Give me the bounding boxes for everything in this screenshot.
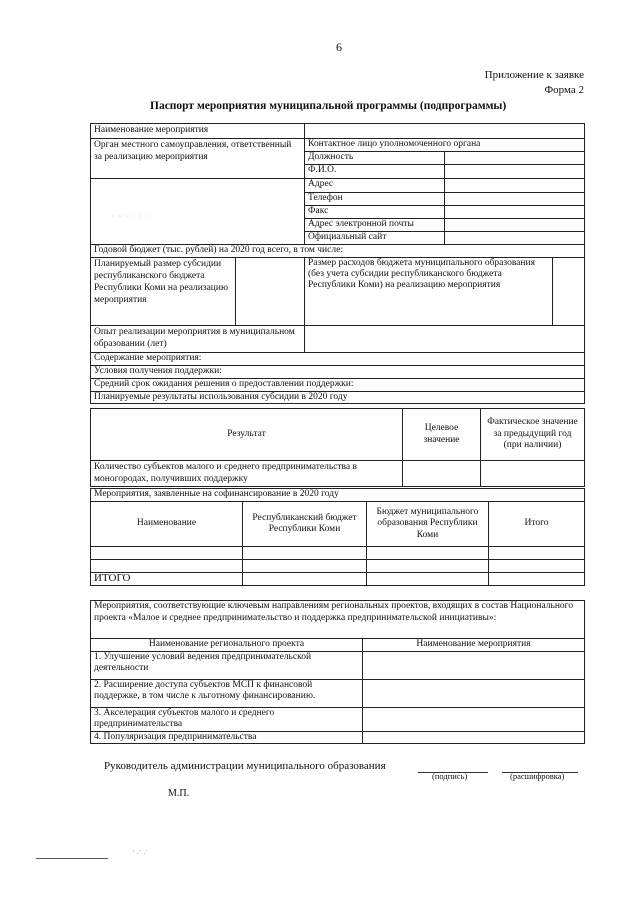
regional-project-row: 2. Расширение доступа субъектов МСП к финансовой поддержке, в том числе к льготному финансированию. — [91, 679, 363, 707]
regional-event-cell[interactable] — [363, 651, 585, 679]
cofinancing-title: Мероприятия, заявленные на софинансирование в 2020 году — [91, 489, 585, 502]
actual-header: Фактическое значение за предыдущий год (при наличии) — [481, 409, 585, 461]
fio-label: Ф.И.О. — [305, 165, 445, 179]
cofin-cell[interactable] — [91, 560, 243, 573]
appendix-header — [485, 68, 584, 98]
subsidy-label: Планируемый размер субсидии республиканского бюджета Республики Коми на реализацию мероприятия — [91, 257, 236, 325]
cofin-name-header: Наименование — [91, 502, 243, 547]
regional-project-header: Наименование регионального проекта — [91, 639, 363, 652]
address-label: Адрес — [305, 179, 445, 193]
appendix-label: Приложение к заявке — [484, 69, 584, 81]
cofin-cell[interactable] — [489, 547, 585, 560]
footnote-line — [36, 858, 108, 859]
regional-event-header: Наименование мероприятия — [363, 639, 585, 652]
cofin-total-cell[interactable] — [489, 573, 585, 586]
address-value[interactable] — [445, 179, 585, 193]
fax-value[interactable] — [445, 206, 585, 219]
regional-event-cell[interactable] — [363, 679, 585, 707]
cofin-total-cell[interactable] — [367, 573, 489, 586]
cofin-cell[interactable] — [243, 547, 367, 560]
experience-value[interactable] — [305, 325, 585, 352]
conditions-label: Условия получения поддержки: — [91, 365, 585, 378]
cofinancing-table — [90, 488, 585, 586]
result-header: Результат — [91, 409, 403, 461]
actual-value[interactable] — [481, 461, 585, 487]
wait-label: Средний срок ожидания решения о предоставлении поддержки: — [91, 378, 585, 391]
position-value[interactable] — [445, 152, 585, 165]
signature-caption: (подпись) — [432, 771, 468, 781]
email-value[interactable] — [445, 219, 585, 232]
regional-event-cell[interactable] — [363, 707, 585, 731]
cofin-cell[interactable] — [91, 547, 243, 560]
cofin-cell[interactable] — [367, 547, 489, 560]
phone-value[interactable] — [445, 193, 585, 206]
event-name-label: Наименование мероприятия — [91, 124, 305, 139]
org-label: Орган местного самоуправления, ответственный за реализацию мероприятия — [91, 139, 305, 179]
scan-specks: · .· .· — [132, 847, 148, 856]
document-title: Паспорт мероприятия муниципальной программы (подпрограммы) — [150, 100, 507, 112]
regional-event-cell[interactable] — [363, 731, 585, 744]
cofin-total-label: ИТОГО — [91, 573, 243, 586]
subsidy-value[interactable] — [236, 257, 305, 325]
result-row-label: Количество субъектов малого и среднего предпринимательства в моногородах, получивших поддержку — [91, 461, 403, 487]
decode-caption: (расшифровка) — [510, 771, 565, 781]
cofin-total-header: Итого — [489, 502, 585, 547]
phone-label: Телефон — [305, 193, 445, 206]
passport-table — [90, 123, 585, 404]
fax-label: Факс — [305, 206, 445, 219]
head-signature-label: Руководитель администрации муниципального образования — [104, 760, 386, 772]
budget-label: Годовой бюджет (тыс. рублей) на 2020 год всего, в том числе: — [91, 245, 585, 258]
target-value[interactable] — [403, 461, 481, 487]
target-header: Целевое значение — [403, 409, 481, 461]
experience-label: Опыт реализации мероприятия в муниципальном образовании (лет) — [91, 325, 305, 352]
content-label: Содержание мероприятия: — [91, 352, 585, 365]
cofin-republic-header: Республиканский бюджет Республики Коми — [243, 502, 367, 547]
cofin-total-cell[interactable] — [243, 573, 367, 586]
fio-value[interactable] — [445, 165, 585, 179]
regional-project-row: 1. Улучшение условий ведения предпринимательской деятельности — [91, 651, 363, 679]
regional-project-row: 4. Популяризация предпринимательства — [91, 731, 363, 744]
form-label: Форма 2 — [544, 84, 584, 96]
results-table — [90, 408, 585, 487]
stamp-label: М.П. — [168, 788, 190, 799]
regional-projects-table — [90, 600, 585, 744]
cofin-cell[interactable] — [367, 560, 489, 573]
event-name-value[interactable] — [305, 124, 585, 139]
cofin-cell[interactable] — [489, 560, 585, 573]
email-label: Адрес электронной почты — [305, 219, 445, 232]
expense-label: Размер расходов бюджета муниципального образования (без учета субсидии республиканского бюджета Республики Коми) на реализацию мероприятия — [305, 257, 553, 325]
website-label: Официальный сайт — [305, 232, 445, 245]
cofin-municipal-header: Бюджет муниципального образования Республики Коми — [367, 502, 489, 547]
page-number: 6 — [336, 40, 342, 54]
scan-ghost-mark: · · · · · · — [112, 212, 149, 221]
contact-label: Контактное лицо уполномоченного органа — [305, 139, 585, 152]
cofin-cell[interactable] — [243, 560, 367, 573]
org-blank — [91, 179, 305, 245]
planned-results-label: Планируемые результаты использования субсидии в 2020 году — [91, 391, 585, 404]
regional-intro: Мероприятия, соответствующие ключевым направлениям региональных проектов, входящих в состав Национального проекта «Малое и среднее предпринимательство и поддержка предпринимательской инициативы»: — [91, 601, 585, 639]
regional-project-row: 3. Акселерация субъектов малого и среднего предпринимательства — [91, 707, 363, 731]
expense-value[interactable] — [553, 257, 585, 325]
website-value[interactable] — [445, 232, 585, 245]
position-label: Должность — [305, 152, 445, 165]
